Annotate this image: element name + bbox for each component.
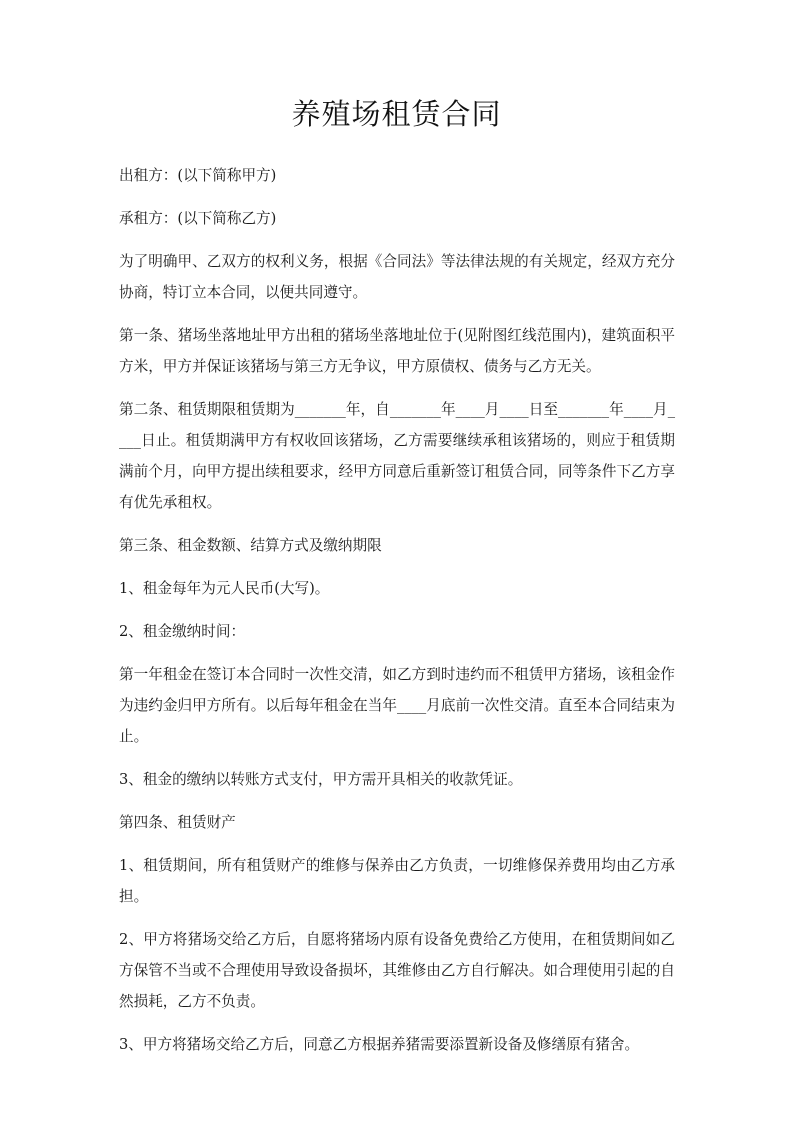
article-3-item-3: 3、租金的缴纳以转账方式支付，甲方需开具相关的收款凭证。 bbox=[119, 771, 523, 788]
article-3-item-2: 2、租金缴纳时间： bbox=[119, 623, 246, 640]
document-body bbox=[119, 160, 675, 1072]
article-1-paragraph: 第一条、猪场坐落地址甲方出租的猪场坐落地址位于(见附图红线范围内)，建筑面积平方米，甲方并保证该猪场与第三方无争议，甲方原债权、债务与乙方无关。 bbox=[119, 327, 675, 375]
article-2-paragraph: 第二条、租赁期限租赁期为_______年，自_______年____月____日至_______年____月____日止。租赁期满甲方有权收回该猪场，乙方需要继续承租该猪场的，则应于租赁期满前个月，向甲方提出续租要求，经甲方同意后重新签订租赁合同，同等条件下乙方享有优先承租权。 bbox=[119, 401, 675, 511]
article-4-item-2: 2、甲方将猪场交给乙方后，自愿将猪场内原有设备免费给乙方使用，在租赁期间如乙方保管不当或不合理使用导致设备损坏，其维修由乙方自行解决。如合理使用引起的自然损耗，乙方不负责。 bbox=[119, 931, 675, 1010]
article-3-item-2-detail: 第一年租金在签订本合同时一次性交清，如乙方到时违约而不租赁甲方猪场，该租金作为违约金归甲方所有。以后每年租金在当年____月底前一次性交清。直至本合同结束为止。 bbox=[119, 666, 675, 745]
article-4-item-1: 1、租赁期间，所有租赁财产的维修与保养由乙方负责，一切维修保养费用均由乙方承担。 bbox=[119, 857, 675, 905]
lessor-line: 出租方：(以下简称甲方) bbox=[119, 167, 277, 184]
article-4-item-3: 3、甲方将猪场交给乙方后，同意乙方根据养猪需要添置新设备及修缮原有猪舍。 bbox=[119, 1036, 640, 1053]
article-4-heading: 第四条、租赁财产 bbox=[119, 814, 236, 831]
lessee-line: 承租方：(以下简称乙方) bbox=[119, 210, 277, 227]
article-3-item-1: 1、租金每年为元人民币(大写)。 bbox=[119, 580, 330, 597]
document-title: 养殖场租赁合同 bbox=[291, 97, 502, 131]
preamble-paragraph: 为了明确甲、乙双方的权利义务，根据《合同法》等法律法规的有关规定，经双方充分协商，特订立本合同，以便共同遵守。 bbox=[119, 253, 675, 301]
article-3-heading: 第三条、租金数额、结算方式及缴纳期限 bbox=[119, 537, 382, 554]
